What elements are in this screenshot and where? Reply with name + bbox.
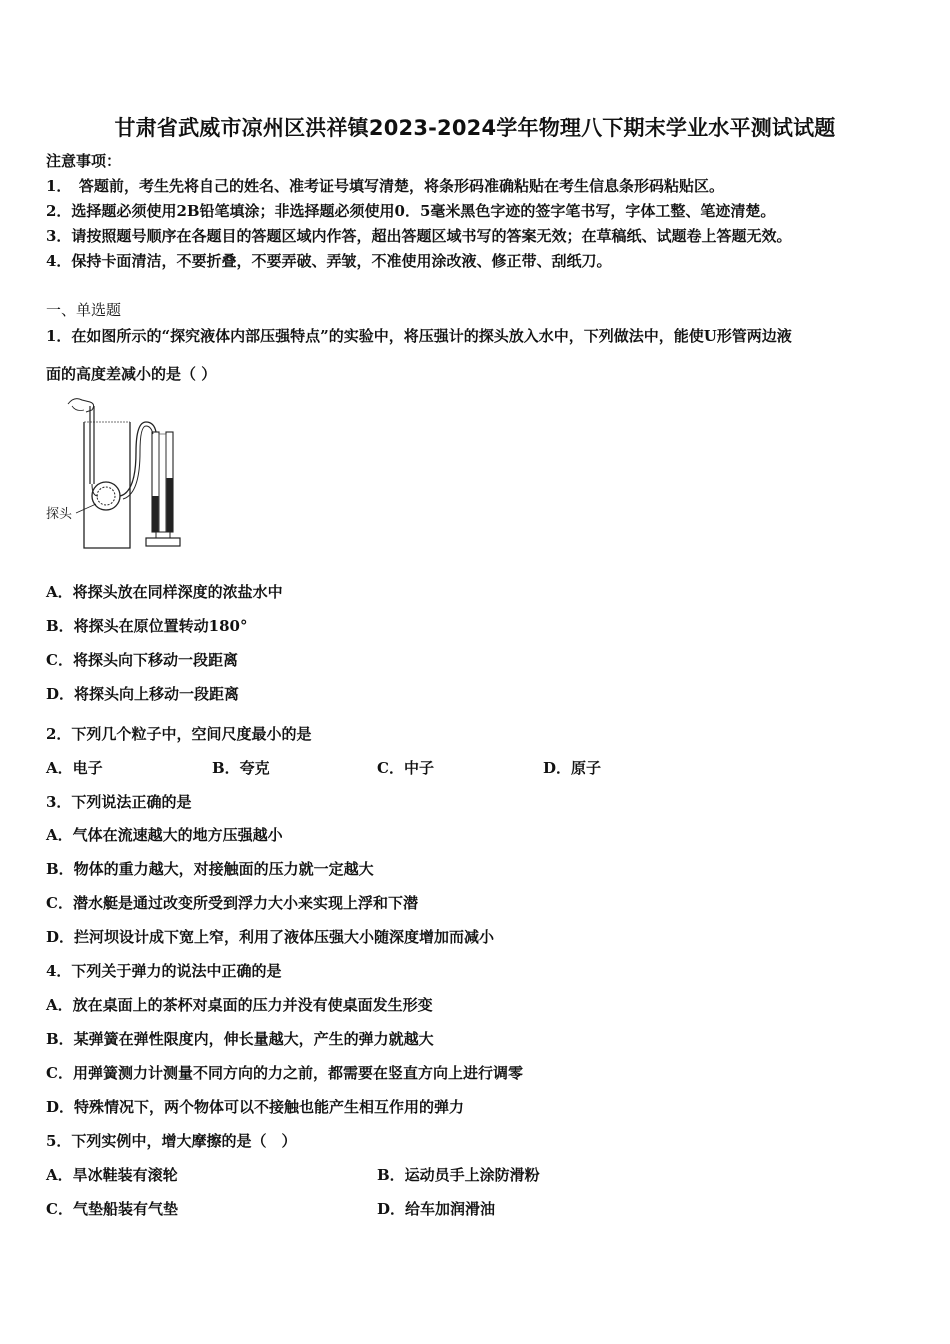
section-heading: 一、单选题 [46, 301, 122, 319]
notice-item: 4．保持卡面清洁，不要折叠，不要弄破、弄皱，不准使用涂改液、修正带、刮纸刀。 [46, 252, 612, 270]
label-pointer [76, 504, 96, 513]
scale-board [159, 434, 166, 532]
question-1-stem-continued: 面的高度差减小的是（ ） [46, 365, 217, 383]
pressure-gauge-diagram [46, 392, 186, 552]
question-2-option-a[interactable]: A．电子 [46, 759, 103, 777]
question-3-option-b[interactable]: B．物体的重力越大，对接触面的压力就一定越大 [46, 860, 374, 878]
question-2-option-d[interactable]: D．原子 [543, 759, 602, 777]
question-1-option-b[interactable]: B．将探头在原位置转动180° [46, 617, 248, 635]
water-container [84, 422, 130, 548]
notice-heading: 注意事项： [46, 152, 122, 170]
question-5-option-d[interactable]: D．给车加润滑油 [377, 1200, 496, 1218]
question-2-option-c[interactable]: C．中子 [377, 759, 434, 777]
notice-item: 3．请按照题号顺序在各题目的答题区域内作答，超出答题区域书写的答案无效；在草稿纸、试题卷上答题无效。 [46, 227, 792, 245]
question-4-option-d[interactable]: D．特殊情况下，两个物体可以不接触也能产生相互作用的弹力 [46, 1098, 465, 1116]
page-title: 甘肃省武威市凉州区洪祥镇2023-2024学年物理八下期末学业水平测试试题 [114, 116, 836, 140]
question-4-option-b[interactable]: B．某弹簧在弹性限度内，伸长量越大，产生的弹力就越大 [46, 1030, 434, 1048]
notice-item: 1． 答题前，考生先将自己的姓名、准考证号填写清楚，将条形码准确粘贴在考生信息条形码粘贴区。 [46, 177, 724, 195]
question-3-option-a[interactable]: A．气体在流速越大的地方压强越小 [46, 826, 283, 844]
notice-item: 2．选择题必须使用2B铅笔填涂；非选择题必须使用0．5毫米黑色字迹的签字笔书写，字体工整、笔迹清楚。 [46, 202, 776, 220]
question-4-option-c[interactable]: C．用弹簧测力计测量不同方向的力之前，都需要在竖直方向上进行调零 [46, 1064, 523, 1082]
question-5-option-a[interactable]: A．旱冰鞋装有滚轮 [46, 1166, 178, 1184]
question-1-option-c[interactable]: C．将探头向下移动一段距离 [46, 651, 238, 669]
question-1-option-d[interactable]: D．将探头向上移动一段距离 [46, 685, 240, 703]
stand-base [146, 538, 180, 546]
question-2-option-b[interactable]: B．夸克 [212, 759, 270, 777]
question-4-stem: 4．下列关于弹力的说法中正确的是 [46, 962, 282, 980]
probe-membrane [97, 487, 115, 505]
question-4-option-a[interactable]: A．放在桌面上的茶杯对桌面的压力并没有使桌面发生形变 [46, 996, 433, 1014]
rubber-tube-inner [123, 426, 153, 499]
question-5-option-b[interactable]: B．运动员手上涂防滑粉 [377, 1166, 540, 1184]
stand-neck [156, 532, 170, 538]
question-3-stem: 3．下列说法正确的是 [46, 793, 192, 811]
question-1-stem: 1．在如图所示的“探究液体内部压强特点”的实验中，将压强计的探头放入水中，下列做法中，能使U形管两边液 [46, 327, 792, 345]
question-3-option-d[interactable]: D．拦河坝设计成下宽上窄，利用了液体压强大小随深度增加而减小 [46, 928, 495, 946]
hand-finger [72, 406, 84, 411]
pressure-gauge-figure [46, 392, 186, 552]
question-2-stem: 2．下列几个粒子中，空间尺度最小的是 [46, 725, 312, 743]
question-3-option-c[interactable]: C．潜水艇是通过改变所受到浮力大小来实现上浮和下潜 [46, 894, 418, 912]
probe-label: 探头 [46, 507, 73, 522]
u-tube-liquid-right [166, 478, 173, 532]
question-1-option-a[interactable]: A．将探头放在同样深度的浓盐水中 [46, 583, 283, 601]
question-5-option-c[interactable]: C．气垫船装有气垫 [46, 1200, 178, 1218]
question-5-stem: 5．下列实例中，增大摩擦的是（ ） [46, 1132, 297, 1150]
rubber-tube [120, 422, 156, 496]
u-tube-liquid-left [152, 496, 159, 532]
